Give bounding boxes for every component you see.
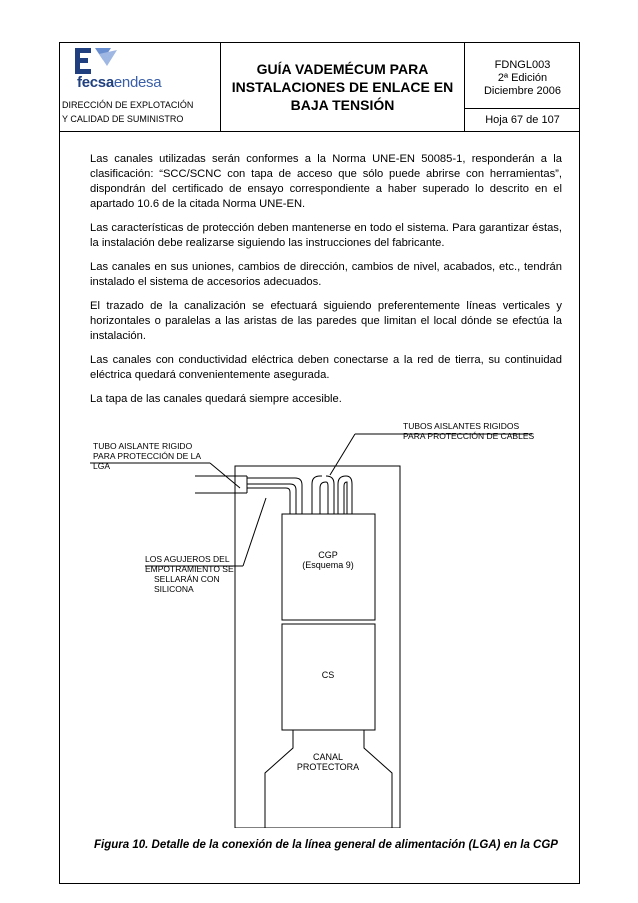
endesa-logo-icon xyxy=(73,46,123,76)
label-lga-2: PARA PROTECCIÓN DE LA xyxy=(93,451,202,461)
document-title: GUÍA VADEMÉCUM PARA INSTALACIONES DE ENLACE EN BAJA TENSIÓN xyxy=(231,60,454,113)
paragraph-3: Las canales en sus uniones, cambios de dirección, cambios de nivel, acabados, etc., tendrán instalado el sistema de accesorios adecuados. xyxy=(90,261,562,288)
canal-label-1: CANAL xyxy=(312,752,344,762)
department-line-1: DIRECCIÓN DE EXPLOTACIÓN xyxy=(62,100,194,110)
department xyxy=(62,98,193,126)
cgp-label: CGP xyxy=(318,550,338,560)
logo-cell xyxy=(59,42,221,132)
brand-part-b: endesa xyxy=(113,74,162,91)
page-number: Hoja 67 de 107 xyxy=(465,109,580,132)
label-holes-4: SILICONA xyxy=(154,584,194,594)
paragraph-6: La tapa de las canales quedará siempre accesible. xyxy=(90,393,342,405)
label-holes-3: SELLARÁN CON xyxy=(154,574,220,584)
paragraph-1: Las canales utilizadas serán conformes a la Norma UNE-EN 50085-1, responderán a la clasificación: “SCC/SCNC con tapa de acceso que sólo puede abrirse con herramientas”, dispondrán del certificado de ensayo correspondiente a haber superado lo descrito en el apartado 10.6 de la citada Norma UNE-EN. xyxy=(90,153,562,210)
title-cell xyxy=(221,42,465,132)
canal-label-2: PROTECTORA xyxy=(296,762,360,772)
label-lga-1: TUBO AISLANTE RIGIDO xyxy=(93,441,193,451)
document-header xyxy=(59,42,580,132)
paragraph-5: Las canales con conductividad eléctrica deben conectarse a la red de tierra, su continuidad eléctrica quedará convenientemente asegurada. xyxy=(90,354,562,381)
brand-part-a: fecsa xyxy=(77,74,114,91)
label-holes-2: EMPOTRAMIENTO SE xyxy=(145,564,234,574)
label-lga-3: LGA xyxy=(93,461,111,471)
cgp-sublabel: (Esquema 9) xyxy=(302,560,354,570)
paragraph-4: El trazado de la canalización se efectuará siguiendo preferentemente líneas verticales y horizontales o paralelas a las aristas de las paredes que limitan el local dónde se efectúa la instalación. xyxy=(90,300,562,342)
figure-caption: Figura 10. Detalle de la conexión de la línea general de alimentación (LGA) en la CGP xyxy=(94,839,558,851)
figure-diagram xyxy=(90,418,550,828)
body-text xyxy=(90,152,562,416)
cs-label: CS xyxy=(321,670,335,680)
brand-name xyxy=(77,74,161,91)
label-tubos-2: PARA PROTECCIÓN DE CABLES xyxy=(403,431,535,441)
document-code: FDNGL003 xyxy=(494,59,551,71)
document-edition: 2ª Edición xyxy=(497,72,548,84)
label-tubos-1: TUBOS AISLANTES RIGIDOS xyxy=(403,421,520,431)
document-date: Diciembre 2006 xyxy=(483,85,562,97)
department-line-2: Y CALIDAD DE SUMINISTRO xyxy=(62,114,184,124)
label-holes-1: LOS AGUJEROS DEL xyxy=(145,554,230,564)
code-cell xyxy=(465,42,580,109)
diagram-svg xyxy=(90,418,550,828)
paragraph-2: Las características de protección deben mantenerse en todo el sistema. Para garantizar éstas, la instalación debe realizarse siguiendo las instrucciones del fabricante. xyxy=(90,222,562,249)
